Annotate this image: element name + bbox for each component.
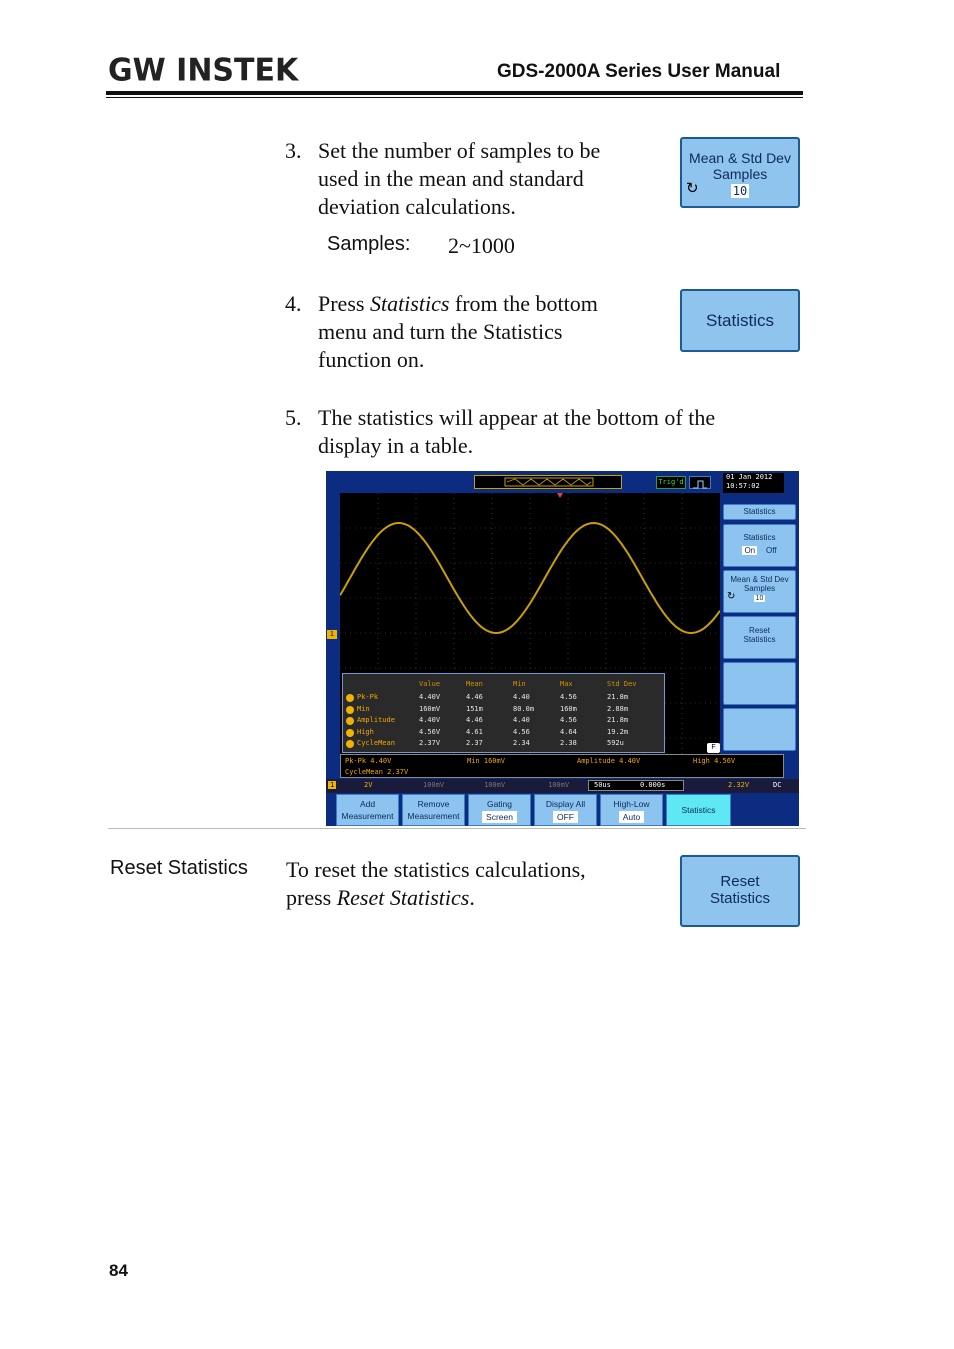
text-line: To reset the statistics calculations, — [286, 857, 586, 882]
table-cell: 4.40V — [419, 693, 441, 701]
samples-label: Samples: — [327, 233, 411, 255]
table-cell: 2.37 — [466, 739, 483, 747]
ch1-scale: 2V — [364, 781, 373, 789]
step-text-emphasis: Statistics — [369, 291, 450, 316]
statistics-button[interactable]: Statistics — [680, 289, 800, 352]
reset-statistics-label: Reset Statistics — [110, 857, 248, 879]
table-cell: 592u — [607, 739, 624, 747]
button-label: Measurement — [407, 811, 460, 821]
table-cell: 4.40 — [513, 693, 530, 701]
readout-item: High 4.56V — [693, 757, 736, 765]
button-label: Statistics — [709, 890, 770, 907]
samples-range: 2~1000 — [448, 233, 515, 258]
table-header: Std Dev — [607, 680, 637, 688]
table-header: Value — [419, 680, 441, 688]
table-row-name: Pk-Pk — [357, 693, 379, 701]
table-cell: 80.0m — [513, 704, 535, 713]
table-cell: 4.56 — [560, 693, 577, 701]
table-cell: 2.34 — [513, 739, 530, 747]
ch1-label: 1 — [330, 781, 335, 789]
trigger-status: Trig'd — [656, 476, 686, 489]
toggle-off: Off — [766, 546, 777, 555]
ch1-icon — [346, 740, 354, 748]
step-4 — [285, 290, 665, 380]
table-row-name: CycleMean — [357, 739, 395, 747]
page-number: 84 — [109, 1261, 128, 1280]
statistics-toggle[interactable] — [723, 524, 796, 567]
date-time — [723, 473, 784, 493]
step-3 — [285, 137, 665, 227]
button-label: Measurement — [341, 811, 394, 821]
trigger-coupling: DC — [773, 781, 782, 789]
softkey-value: 10 — [755, 595, 764, 602]
readout-item: Amplitude 4.40V — [577, 757, 641, 765]
table-cell: 4.56V — [419, 727, 441, 736]
ch1-marker: 1 — [327, 630, 337, 639]
text: press — [286, 885, 337, 910]
button-label: High-Low — [613, 799, 650, 809]
softkey-label: Statistics — [743, 635, 776, 644]
table-cell: 2.88m — [607, 704, 629, 713]
step-number: 3. — [285, 138, 302, 163]
text-emphasis: Reset Statistics — [336, 885, 470, 910]
time-text: 10:57:02 — [726, 482, 760, 490]
ch1-icon — [346, 706, 354, 714]
step-text-line: function on. — [318, 347, 425, 372]
reset-statistics-button[interactable] — [680, 855, 800, 927]
function-marker: F — [707, 743, 720, 753]
date-text: 01 Jan 2012 — [726, 473, 773, 481]
readout-item: CycleMean 2.37V — [345, 768, 409, 776]
manual-title: GDS-2000A Series User Manual — [497, 61, 781, 82]
gw-instek-logo: GW INSTEK — [108, 52, 299, 89]
step-text-line: menu and turn the Statistics — [318, 319, 563, 344]
button-value: Auto — [619, 811, 645, 823]
text: . — [469, 885, 475, 910]
header-rule-thin — [106, 97, 803, 98]
horizontal-position: 0.000s — [640, 781, 666, 789]
table-cell: 21.8m — [607, 716, 629, 724]
readout-item: Pk-Pk 4.40V — [345, 757, 392, 765]
step-text-line: The statistics will appear at the bottom of the — [318, 405, 716, 430]
button-value: Screen — [482, 811, 517, 823]
table-row-name: Min — [357, 704, 370, 713]
button-label: Display All — [545, 799, 586, 809]
header-rule — [106, 91, 803, 95]
samples-value: 10 — [732, 184, 748, 198]
reset-statistics-softkey[interactable] — [723, 616, 796, 659]
section-divider — [108, 828, 806, 829]
statistics-table — [342, 673, 665, 753]
table-cell: 2.37V — [419, 739, 441, 747]
button-value: OFF — [553, 811, 578, 823]
softkey-label: Samples — [743, 584, 776, 593]
table-cell: 151m — [466, 704, 483, 713]
toggle-on: On — [744, 546, 756, 555]
button-label: Reset — [720, 873, 760, 890]
table-cell: 4.40 — [513, 716, 530, 724]
table-header: Mean — [466, 680, 483, 688]
ch1-icon — [346, 717, 354, 725]
timebase: 50us — [594, 781, 611, 789]
toggle-label: Statistics — [743, 533, 776, 542]
ch2-scale: 100mV — [423, 781, 445, 789]
table-cell: 4.56 — [513, 727, 530, 736]
variable-knob-icon: ↻ — [727, 591, 736, 602]
variable-knob-icon: ↻ — [686, 180, 699, 197]
button-label: Gating — [486, 799, 513, 809]
reset-statistics-text — [286, 856, 676, 912]
button-label: Add — [359, 799, 376, 809]
gating-button[interactable] — [468, 794, 531, 826]
button-label: Samples — [712, 166, 768, 182]
step-text-line: used in the mean and standard — [318, 166, 584, 191]
table-cell: 19.2m — [607, 727, 629, 736]
measurement-readout — [340, 754, 784, 778]
memory-bar — [474, 475, 622, 489]
table-cell: 160mV — [419, 704, 441, 713]
side-menu-title: Statistics — [723, 504, 796, 520]
table-cell: 4.40V — [419, 716, 441, 724]
table-cell: 4.56 — [560, 716, 577, 724]
table-cell: 4.61 — [466, 727, 483, 736]
table-cell: 4.46 — [466, 716, 483, 724]
step-text: Press — [318, 291, 370, 316]
table-cell: 160m — [560, 704, 577, 713]
mean-std-dev-samples-button[interactable] — [680, 137, 800, 208]
trigger-edge-icon — [689, 476, 711, 489]
statistics-menu-button[interactable]: Statistics — [666, 794, 731, 826]
table-cell: 4.46 — [466, 693, 483, 701]
step-text-line: deviation calculations. — [318, 194, 516, 219]
empty-softkey[interactable] — [723, 662, 796, 705]
ch1-icon — [346, 729, 354, 737]
table-row-name: Amplitude — [357, 716, 395, 724]
trigger-level: 2.32V — [728, 781, 750, 789]
step-5 — [285, 404, 805, 464]
step-text: from the bottom — [449, 291, 598, 316]
status-bar — [326, 779, 799, 793]
table-cell: 2.38 — [560, 739, 577, 747]
softkey-label: Mean & Std Dev — [730, 575, 789, 584]
display-all-button[interactable] — [534, 794, 597, 826]
button-label: Remove — [417, 799, 450, 809]
remove-measurement-button[interactable] — [402, 794, 465, 826]
table-cell: 21.8m — [607, 693, 629, 701]
empty-softkey[interactable] — [723, 708, 796, 751]
step-number: 5. — [285, 405, 302, 430]
step-text-line: display in a table. — [318, 433, 474, 458]
oscilloscope-screenshot — [326, 471, 799, 826]
table-header: Min — [513, 680, 526, 688]
ch1-icon — [346, 694, 354, 702]
ch3-scale: 100mV — [484, 781, 506, 789]
button-label: Mean & Std Dev — [689, 150, 791, 166]
table-cell: 4.64 — [560, 727, 577, 736]
mean-std-dev-samples-softkey[interactable] — [723, 570, 796, 613]
table-row-name: High — [357, 727, 374, 736]
ch4-scale: 100mV — [548, 781, 570, 789]
table-header: Max — [560, 680, 573, 688]
step-number: 4. — [285, 291, 302, 316]
high-low-button[interactable] — [600, 794, 663, 826]
step-text-line: Set the number of samples to be — [318, 138, 601, 163]
softkey-label: Reset — [749, 626, 770, 635]
add-measurement-button[interactable] — [336, 794, 399, 826]
readout-item: Min 160mV — [467, 757, 505, 765]
